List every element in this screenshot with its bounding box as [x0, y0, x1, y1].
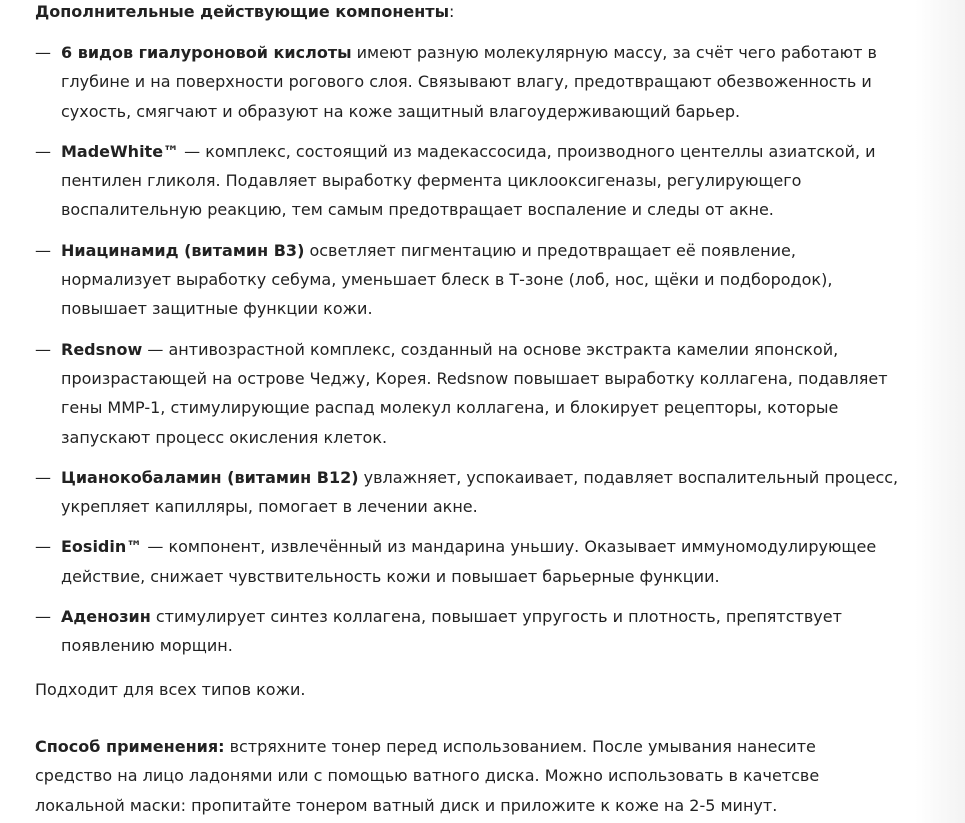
product-description [35, 0, 915, 820]
ingredient-item-cyanocobalamin [35, 463, 901, 522]
ingredient-description: — антивозрастной комплекс, созданный на основе экстракта камелии японской, произрастающей на острове Чеджу, Корея. Redsnow повышает выработку коллагена, подавляет гены MMP-1, стимулирующие распад молекул коллагена, и блокирует рецепторы, которые запускают процесс окисления клеток. [61, 339, 888, 447]
ingredient-item-adenosine [35, 602, 901, 661]
ingredient-item-eosidin [35, 532, 901, 591]
usage-label: Способ применения: [35, 736, 225, 756]
ingredient-description: увлажняет, успокаивает, подавляет воспалительный процесс, укрепляет капилляры, помогает в лечении акне. [61, 467, 899, 517]
ingredient-name: Ниацинамид (витамин B3) [61, 240, 305, 260]
ingredient-name: 6 видов гиалуроновой кислоты [61, 43, 352, 62]
ingredient-description: осветляет пигментацию и предотвращает её появление, нормализует выработку себума, уменьшает блеск в Т-зоне (лоб, нос, щёки и подбородок), повышает защитные функции кожи. [61, 240, 833, 319]
list-dash: — [35, 141, 51, 161]
usage-instructions [35, 732, 835, 820]
right-edge-shadow [915, 0, 965, 823]
ingredient-description: имеют разную молекулярную массу, за счёт чего работают в глубине и на поверхности рогового слоя. Связывают влагу, предотвращают обезвоженность и сухость, смягчают и образуют на коже защитный влагоудерживающий барьер. [61, 43, 877, 121]
list-dash: — [35, 607, 51, 627]
list-dash: — [35, 537, 51, 557]
list-dash: — [35, 467, 51, 487]
ingredient-item-hyaluronic [35, 38, 901, 126]
ingredient-name: MadeWhite™ [61, 141, 180, 161]
ingredient-description: — комплекс, состоящий из мадекассосида, производного центеллы азиатской, и пентилен гликоля. Подавляет выработку фермента циклооксигеназы, регулирующего воспалительную реакцию, тем самым предотвращает воспаление и следы от акне. [61, 141, 876, 220]
ingredient-name: Redsnow [61, 339, 143, 359]
list-dash: — [35, 240, 51, 260]
list-dash: — [35, 43, 51, 62]
usage-text: встряхните тонер перед использованием. После умывания нанесите средство на лицо ладонями или с помощью ватного диска. Можно использовать в качетсве локальной маски: пропитайте тонером ватный диск и приложите к коже на 2-5 минут. [35, 736, 820, 815]
section-heading-colon: : [449, 2, 455, 21]
ingredient-name: Аденозин [61, 607, 151, 627]
ingredient-description: стимулирует синтез коллагена, повышает упругость и плотность, препятствует появлению морщин. [61, 607, 842, 656]
section-heading [35, 0, 915, 22]
ingredient-name: Eosidin™ [61, 537, 143, 557]
ingredient-item-niacinamide [35, 236, 901, 324]
ingredient-item-redsnow [35, 335, 901, 452]
ingredient-description: — компонент, извлечённый из мандарина уньшиу. Оказывает иммуномодулирующее действие, снижает чувствительность кожи и повышает барьерные функции. [61, 537, 877, 586]
ingredient-name: Цианокобаламин (витамин B12) [61, 467, 359, 487]
skin-types-note: Подходит для всех типов кожи. [35, 679, 306, 699]
list-dash: — [35, 339, 51, 359]
ingredient-item-madewhite [35, 137, 901, 225]
section-heading-title: Дополнительные действующие компоненты [35, 2, 450, 21]
ingredients-list [35, 38, 915, 661]
